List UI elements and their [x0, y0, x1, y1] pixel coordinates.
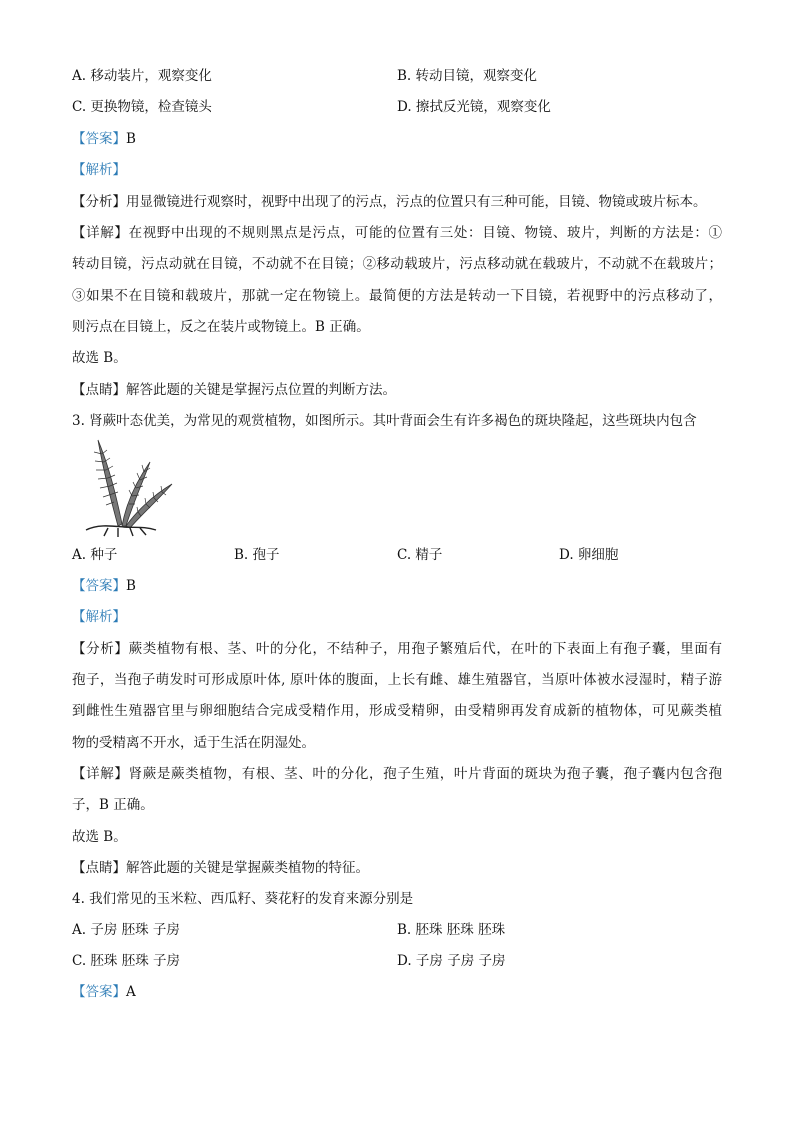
dianjing-text: 解答此题的关键是掌握蕨类植物的特征。	[126, 860, 369, 876]
fenxi-text: 用显微镜进行观察时，视野中出现了的污点，污点的位置只有三种可能，目镜、物镜或玻片标本。	[126, 194, 707, 210]
q2-option-a: A. 移动装片，观察变化	[72, 68, 212, 84]
q2-option-c: C. 更换物镜，检查镜头	[72, 99, 212, 115]
dianjing-label: 【点睛】	[72, 382, 126, 398]
q3-conclusion: 故选 B。	[72, 829, 127, 845]
xiangjie-text: 肾蕨是蕨类植物，有根、茎、叶的分化，孢子生殖，叶片背面的斑块为孢子囊，孢子囊内包含孢	[128, 766, 722, 782]
q3-dianjing	[72, 859, 369, 877]
q4-option-b: B. 胚珠 胚珠 胚珠	[397, 922, 506, 938]
q2-option-d: D. 擦拭反光镜，观察变化	[397, 99, 551, 115]
q2-analysis-label: 【解析】	[72, 162, 126, 178]
q3-stem: 3. 肾蕨叶态优美，为常见的观赏植物，如图所示。其叶背面会生有许多褐色的斑块隆起，这些斑块内包含	[72, 413, 697, 429]
q2-dianjing	[72, 381, 396, 399]
q3-fenxi-line-3: 到雌性生殖器官里与卵细胞结合完成受精作用，形成受精卵，由受精卵再发育成新的植物体，可见蕨类植	[72, 703, 722, 719]
q2-xiangjie-line-4: 则污点在目镜上，反之在装片或物镜上。B 正确。	[72, 319, 370, 335]
fenxi-label: 【分析】	[72, 641, 129, 657]
answer-label: 【答案】	[72, 984, 126, 1000]
q3-xiangjie-line-1	[72, 765, 722, 783]
q2-fenxi	[72, 193, 707, 211]
q3-fenxi-line-4: 物的受精离不开水，适于生活在阴湿处。	[72, 735, 315, 751]
answer-value: A	[126, 984, 136, 1000]
q3-option-b: B. 孢子	[234, 547, 280, 563]
fenxi-text: 蕨类植物有根、茎、叶的分化，不结种子，用孢子繁殖后代，在叶的下表面上有孢子囊，里面有	[128, 641, 722, 657]
dianjing-label: 【点睛】	[72, 860, 126, 876]
q3-option-c: C. 精子	[397, 547, 443, 563]
xiangjie-label: 【详解】	[72, 766, 129, 782]
q2-xiangjie-line-1	[72, 224, 722, 242]
answer-label: 【答案】	[72, 578, 126, 594]
q3-fenxi-line-1	[72, 640, 722, 658]
q3-fenxi-line-2: 孢子，当孢子萌发时可形成原叶体, 原叶体的腹面，上长有雌、雄生殖器官，当原叶体被水浸湿时，精子游	[72, 672, 722, 688]
q4-option-c: C. 胚珠 胚珠 子房	[72, 953, 181, 969]
dianjing-text: 解答此题的关键是掌握污点位置的判断方法。	[126, 382, 396, 398]
q2-conclusion: 故选 B。	[72, 350, 127, 366]
q3-option-a: A. 种子	[72, 547, 118, 563]
answer-label: 【答案】	[72, 131, 126, 147]
q4-option-a: A. 子房 胚珠 子房	[72, 922, 180, 938]
xiangjie-label: 【详解】	[72, 225, 129, 241]
q2-option-b: B. 转动目镜，观察变化	[397, 68, 538, 84]
answer-value: B	[126, 578, 136, 594]
q4-option-d: D. 子房 子房 子房	[397, 953, 506, 969]
fern-illustration	[78, 434, 174, 538]
q2-xiangjie-line-3: ③如果不在目镜和载玻片，那就一定在物镜上。最简便的方法是转动一下目镜，若视野中的污点移动了，	[72, 288, 722, 304]
q3-answer	[72, 577, 136, 595]
xiangjie-text: 在视野中出现的不规则黑点是污点，可能的位置有三处：目镜、物镜、玻片，判断的方法是：①	[128, 225, 722, 241]
fenxi-label: 【分析】	[72, 194, 126, 210]
q2-xiangjie-line-2: 转动目镜，污点动就在目镜，不动就不在目镜；②移动载玻片，污点移动就在载玻片，不动就不在载玻片；	[72, 256, 722, 272]
q4-stem: 4. 我们常见的玉米粒、西瓜籽、葵花籽的发育来源分别是	[72, 891, 414, 907]
q2-answer	[72, 130, 136, 148]
answer-value: B	[126, 131, 136, 147]
q4-answer	[72, 983, 136, 1001]
q3-option-d: D. 卵细胞	[559, 547, 619, 563]
q3-analysis-label: 【解析】	[72, 609, 126, 625]
q3-xiangjie-line-2: 子，B 正确。	[72, 797, 154, 813]
